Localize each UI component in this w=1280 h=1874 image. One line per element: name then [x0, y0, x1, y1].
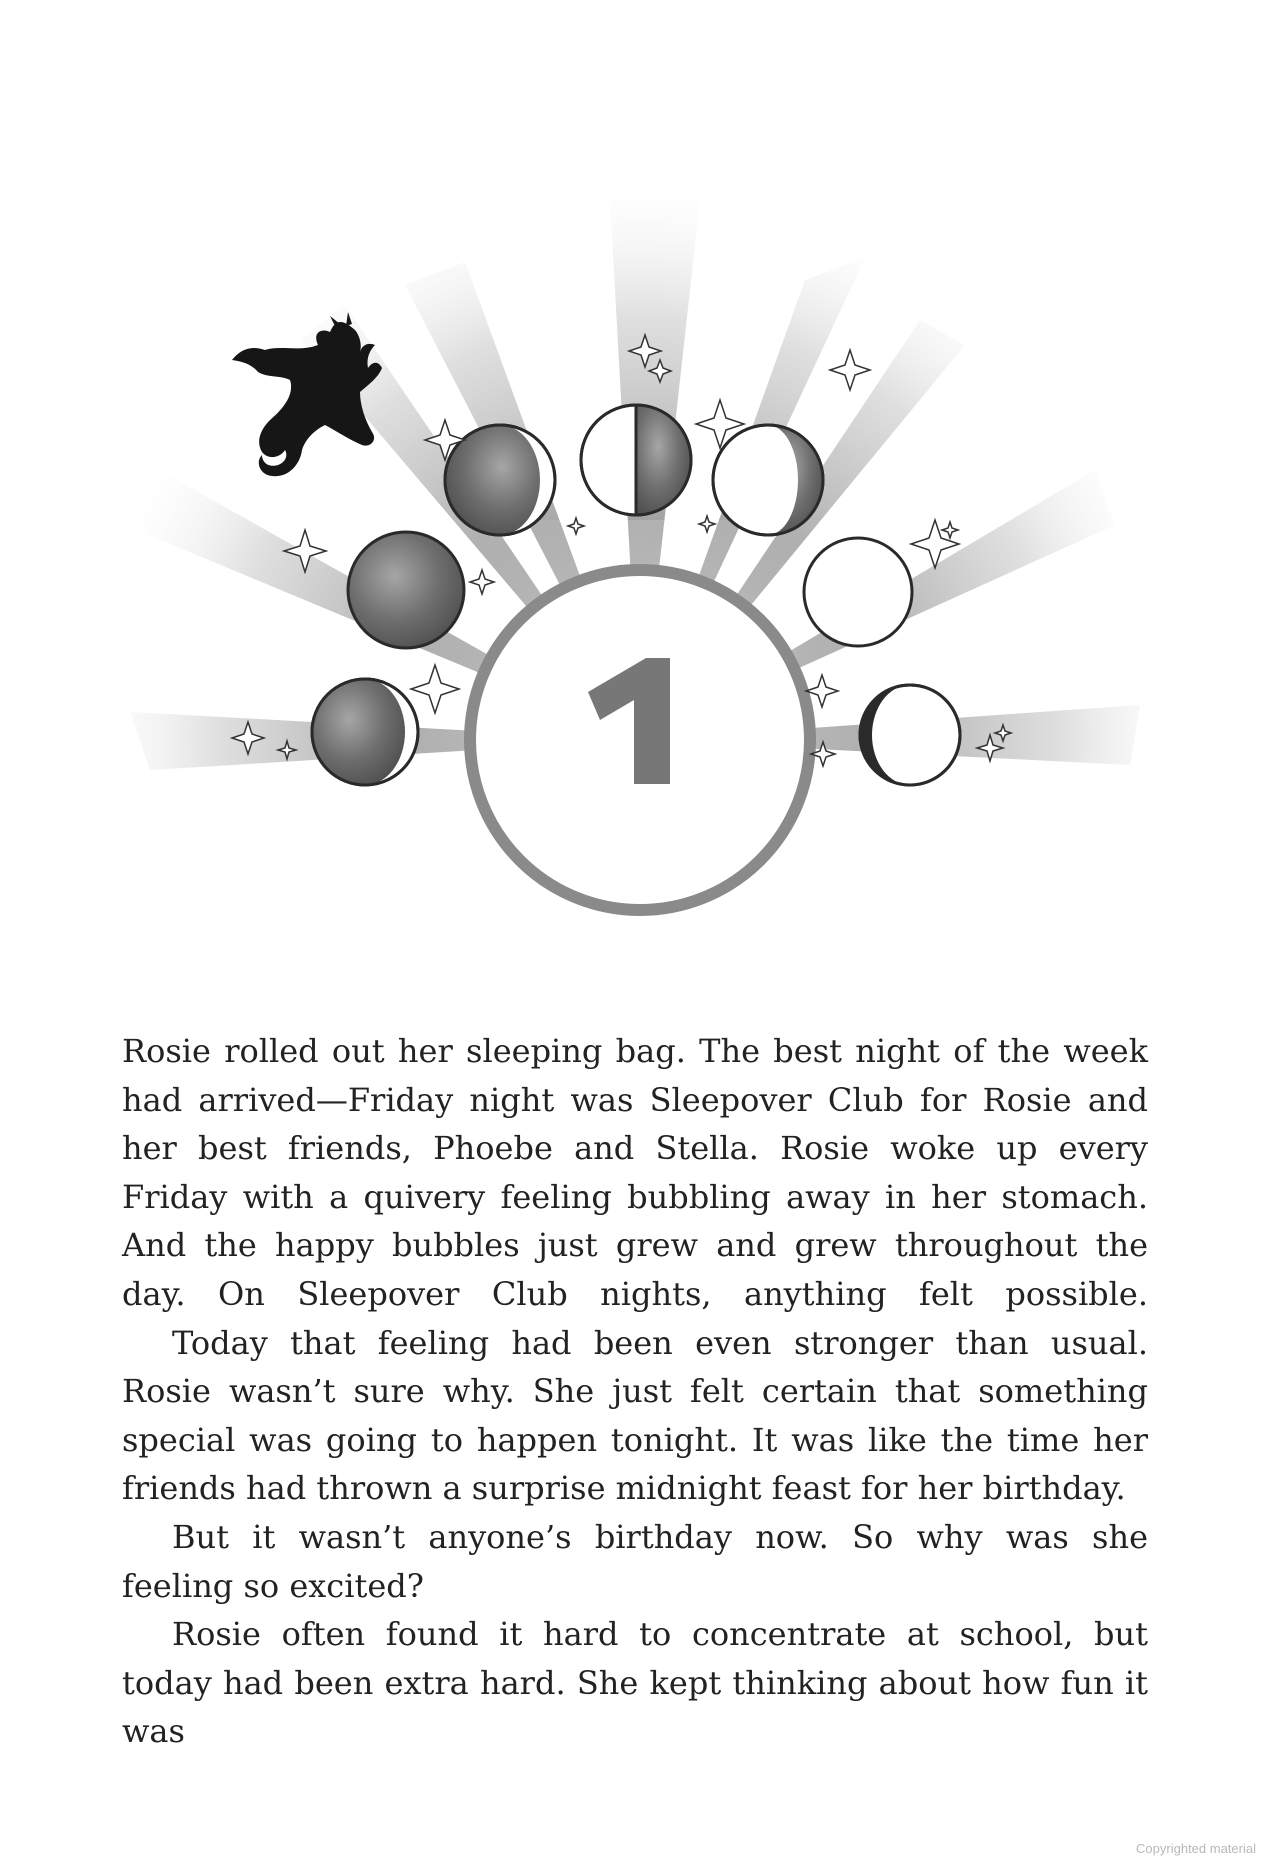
- paragraph-2: Today that feeling had been even stronger than usual. Rosie wasn’t sure why. She just felt certain that something special was going to happen tonight. It was like the time her friends had thrown a surprise midnight feast for her birthday.: [122, 1323, 1148, 1508]
- moon-new-icon: [804, 538, 912, 646]
- moon-half-icon: [581, 405, 691, 515]
- sparkle-icon: [942, 522, 958, 538]
- paragraph-4: Rosie often found it hard to concentrate at school, but today had been extra hard. She kept thinking about how fun it was: [122, 1615, 1148, 1751]
- moon-full-dark-icon: [348, 532, 464, 648]
- moon-waxing-gibbous-icon: [312, 679, 418, 785]
- copyright-notice: Copyrighted material: [1136, 1841, 1256, 1856]
- moon-thin-crescent-icon: [860, 685, 960, 785]
- paragraph-1: Rosie rolled out her sleeping bag. The best night of the week had arrived—Friday night was Sleepover Club for Rosie and her best friends, Phoebe and Stella. Rosie woke up every Friday with a quivery feeling bubbling away in her stomach. And the happy bubbles just grew and grew throughout the day. On Sleepover Club nights, anything felt possible.: [122, 1032, 1148, 1313]
- moon-crescent-icon: [713, 425, 823, 535]
- chapter-body-text: [122, 1027, 1148, 1756]
- sparkle-icon: [830, 350, 870, 390]
- paragraph-3: But it wasn’t anyone’s birthday now. So why was she feeling so excited?: [122, 1517, 1148, 1605]
